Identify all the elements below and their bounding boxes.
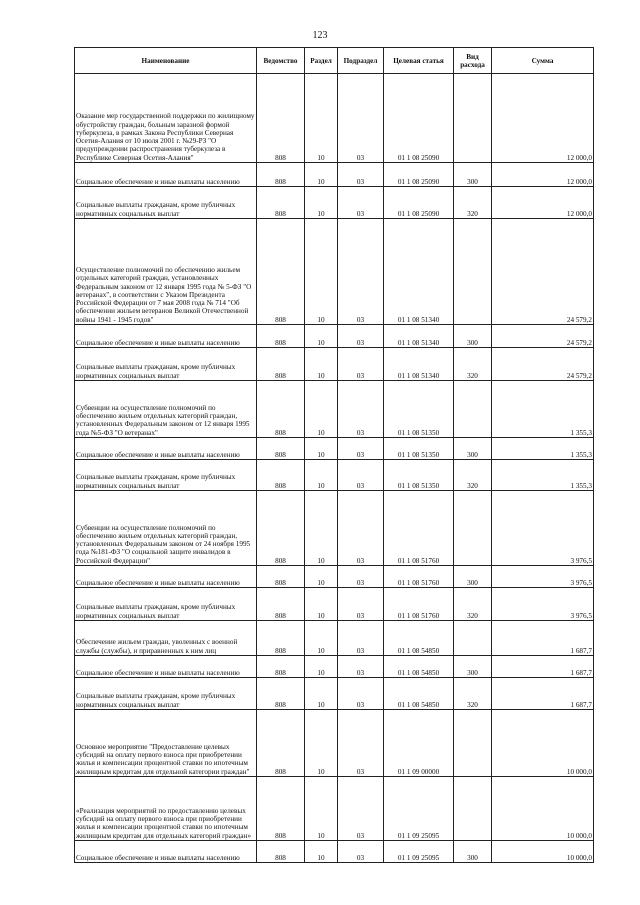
row-target: 01 1 08 25090 (384, 187, 454, 219)
row-dept: 808 (257, 187, 305, 219)
row-target: 01 1 08 25090 (384, 74, 454, 163)
row-section: 10 (305, 460, 338, 491)
row-exp-type: 320 (454, 460, 492, 491)
header-subsection: Подраздел (338, 48, 384, 74)
row-sum: 3 976,5 (492, 491, 594, 566)
table-row (75, 219, 594, 325)
table-row (75, 325, 594, 348)
row-section: 10 (305, 656, 338, 678)
row-exp-type (454, 381, 492, 438)
row-subsection: 03 (338, 621, 384, 656)
row-target: 01 1 09 00000 (384, 710, 454, 777)
row-target: 01 1 09 25095 (384, 777, 454, 841)
row-dept: 808 (257, 381, 305, 438)
row-subsection: 03 (338, 566, 384, 588)
row-target: 01 1 08 51350 (384, 460, 454, 491)
table-row (75, 621, 594, 656)
row-section: 10 (305, 678, 338, 710)
row-dept: 808 (257, 710, 305, 777)
row-dept: 808 (257, 841, 305, 863)
row-dept: 808 (257, 460, 305, 491)
table-row (75, 841, 594, 863)
row-name: Социальные выплаты гражданам, кроме публичных нормативных социальных выплат (75, 348, 257, 381)
table-row (75, 777, 594, 841)
row-target: 01 1 08 54850 (384, 621, 454, 656)
table-row (75, 566, 594, 588)
table-row (75, 656, 594, 678)
row-dept: 808 (257, 678, 305, 710)
row-target: 01 1 08 51760 (384, 566, 454, 588)
row-sum: 12 000,0 (492, 74, 594, 163)
row-section: 10 (305, 566, 338, 588)
row-sum: 1 355,3 (492, 460, 594, 491)
row-name: Социальное обеспечение и иные выплаты населению (75, 325, 257, 348)
row-sum: 24 579,2 (492, 219, 594, 325)
row-exp-type (454, 777, 492, 841)
row-dept: 808 (257, 566, 305, 588)
table-header-row (75, 48, 594, 74)
row-section: 10 (305, 348, 338, 381)
row-exp-type: 300 (454, 163, 492, 187)
row-dept: 808 (257, 74, 305, 163)
budget-table (74, 47, 594, 863)
header-sum: Сумма (492, 48, 594, 74)
row-name: Обеспечение жильем граждан, уволенных с военной службы (службы), и приравненных к ним лиц (75, 621, 257, 656)
row-sum: 12 000,0 (492, 163, 594, 187)
table-row (75, 348, 594, 381)
row-section: 10 (305, 491, 338, 566)
row-sum: 12 000,0 (492, 187, 594, 219)
row-exp-type (454, 710, 492, 777)
table-row (75, 678, 594, 710)
row-sum: 1 687,7 (492, 678, 594, 710)
row-dept: 808 (257, 621, 305, 656)
row-subsection: 03 (338, 656, 384, 678)
row-target: 01 1 08 54850 (384, 656, 454, 678)
row-name: Осуществление полномочий по обеспечению жильем отдельных категорий граждан, установленных Федеральным законом от 12 января 1995 года № 5-ФЗ "О ветеранах", в соответствии с Указом Президента Российской Федерации от 7 мая 2008 года № 714 "Об обеспечении жильем ветеранов Великой Отечественной войны 1941 - 1945 годов" (75, 219, 257, 325)
row-subsection: 03 (338, 163, 384, 187)
row-name: Субвенции на осуществление полномочий по обеспечению жильем отдельных категорий граждан, установленных Федеральным законом от 24 ноября 1995 года №181-ФЗ "О социальной защите инвалидов в Российской Федерации" (75, 491, 257, 566)
row-exp-type: 300 (454, 566, 492, 588)
row-exp-type: 320 (454, 187, 492, 219)
row-section: 10 (305, 74, 338, 163)
row-dept: 808 (257, 219, 305, 325)
row-target: 01 1 08 51340 (384, 219, 454, 325)
row-subsection: 03 (338, 74, 384, 163)
row-section: 10 (305, 621, 338, 656)
table-body (75, 74, 594, 863)
row-subsection: 03 (338, 678, 384, 710)
row-subsection: 03 (338, 710, 384, 777)
row-section: 10 (305, 219, 338, 325)
row-section: 10 (305, 710, 338, 777)
row-subsection: 03 (338, 460, 384, 491)
row-sum: 24 579,2 (492, 348, 594, 381)
header-exp-type: Вид расхода (454, 48, 492, 74)
table-row (75, 381, 594, 438)
row-name: Социальные выплаты гражданам, кроме публичных нормативных социальных выплат (75, 460, 257, 491)
row-name: Социальное обеспечение и иные выплаты населению (75, 163, 257, 187)
row-exp-type: 300 (454, 656, 492, 678)
row-target: 01 1 08 51350 (384, 381, 454, 438)
row-target: 01 1 08 51350 (384, 438, 454, 460)
row-sum: 10 000,0 (492, 841, 594, 863)
row-section: 10 (305, 187, 338, 219)
row-sum: 1 355,3 (492, 438, 594, 460)
row-sum: 3 976,5 (492, 566, 594, 588)
row-subsection: 03 (338, 348, 384, 381)
row-dept: 808 (257, 656, 305, 678)
page-number: 123 (312, 30, 328, 41)
row-section: 10 (305, 381, 338, 438)
row-subsection: 03 (338, 588, 384, 621)
row-section: 10 (305, 841, 338, 863)
row-target: 01 1 08 54850 (384, 678, 454, 710)
header-section: Раздел (305, 48, 338, 74)
header-target: Целевая статья (384, 48, 454, 74)
row-name: Социальные выплаты гражданам, кроме публичных нормативных социальных выплат (75, 187, 257, 219)
row-exp-type (454, 491, 492, 566)
row-dept: 808 (257, 491, 305, 566)
row-exp-type: 320 (454, 678, 492, 710)
row-exp-type (454, 74, 492, 163)
row-name: Оказание мер государственной поддержки по жилищному обустройству граждан, больным заразной формой туберкулеза, в рамках Закона Республики Северная Осетия-Алания от 10 июля 2001 г. №29-РЗ "О предупреждении распространения туберкулеза в Республике Северная Осетия-Алания" (75, 74, 257, 163)
row-target: 01 1 09 25095 (384, 841, 454, 863)
table-row (75, 460, 594, 491)
row-exp-type: 320 (454, 348, 492, 381)
row-subsection: 03 (338, 187, 384, 219)
row-target: 01 1 08 51340 (384, 348, 454, 381)
row-name: Социальное обеспечение и иные выплаты населению (75, 841, 257, 863)
row-exp-type: 300 (454, 438, 492, 460)
header-dept: Ведомство (257, 48, 305, 74)
row-name: Социальные выплаты гражданам, кроме публичных нормативных социальных выплат (75, 678, 257, 710)
table-row (75, 163, 594, 187)
row-sum: 3 976,5 (492, 588, 594, 621)
row-name: Социальное обеспечение и иные выплаты населению (75, 438, 257, 460)
row-name: Социальное обеспечение и иные выплаты населению (75, 566, 257, 588)
row-subsection: 03 (338, 438, 384, 460)
row-section: 10 (305, 777, 338, 841)
row-sum: 10 000,0 (492, 777, 594, 841)
table-row (75, 588, 594, 621)
row-exp-type (454, 621, 492, 656)
row-subsection: 03 (338, 219, 384, 325)
row-subsection: 03 (338, 381, 384, 438)
row-exp-type: 300 (454, 841, 492, 863)
row-name: Социальные выплаты гражданам, кроме публичных нормативных социальных выплат (75, 588, 257, 621)
row-dept: 808 (257, 777, 305, 841)
table-row (75, 187, 594, 219)
row-target: 01 1 08 51760 (384, 588, 454, 621)
row-target: 01 1 08 25090 (384, 163, 454, 187)
row-target: 01 1 08 51340 (384, 325, 454, 348)
row-sum: 1 687,7 (492, 656, 594, 678)
row-name: Социальное обеспечение и иные выплаты населению (75, 656, 257, 678)
row-section: 10 (305, 588, 338, 621)
row-dept: 808 (257, 325, 305, 348)
row-name: Субвенции на осуществление полномочий по обеспечению жильем отдельных категорий граждан, установленных Федеральным законом от 12 января 1995 года №5-ФЗ "О ветеранах" (75, 381, 257, 438)
row-section: 10 (305, 325, 338, 348)
row-subsection: 03 (338, 777, 384, 841)
row-exp-type: 300 (454, 325, 492, 348)
row-section: 10 (305, 163, 338, 187)
table-row (75, 710, 594, 777)
row-dept: 808 (257, 438, 305, 460)
row-exp-type (454, 219, 492, 325)
row-dept: 808 (257, 163, 305, 187)
row-dept: 808 (257, 348, 305, 381)
table-row (75, 438, 594, 460)
table-row (75, 74, 594, 163)
row-target: 01 1 08 51760 (384, 491, 454, 566)
row-name: Основное мероприятие "Предоставление целевых субсидий на оплату первого взноса при приобретении жилья и компенсации процентной ставки по ипотечным жилищным кредитам для отдельной категории граждан" (75, 710, 257, 777)
row-subsection: 03 (338, 491, 384, 566)
row-exp-type: 320 (454, 588, 492, 621)
row-section: 10 (305, 438, 338, 460)
header-name: Наименование (75, 48, 257, 74)
row-sum: 1 687,7 (492, 621, 594, 656)
row-subsection: 03 (338, 841, 384, 863)
row-sum: 1 355,3 (492, 381, 594, 438)
row-sum: 10 000,0 (492, 710, 594, 777)
row-name: «Реализация мероприятий по предоставлению целевых субсидий на оплату первого взноса при приобретении жилья и компенсации процентной ставки по ипотечным жилищным кредитам для отдельных категорий граждан» (75, 777, 257, 841)
row-sum: 24 579,2 (492, 325, 594, 348)
table-row (75, 491, 594, 566)
row-dept: 808 (257, 588, 305, 621)
row-subsection: 03 (338, 325, 384, 348)
